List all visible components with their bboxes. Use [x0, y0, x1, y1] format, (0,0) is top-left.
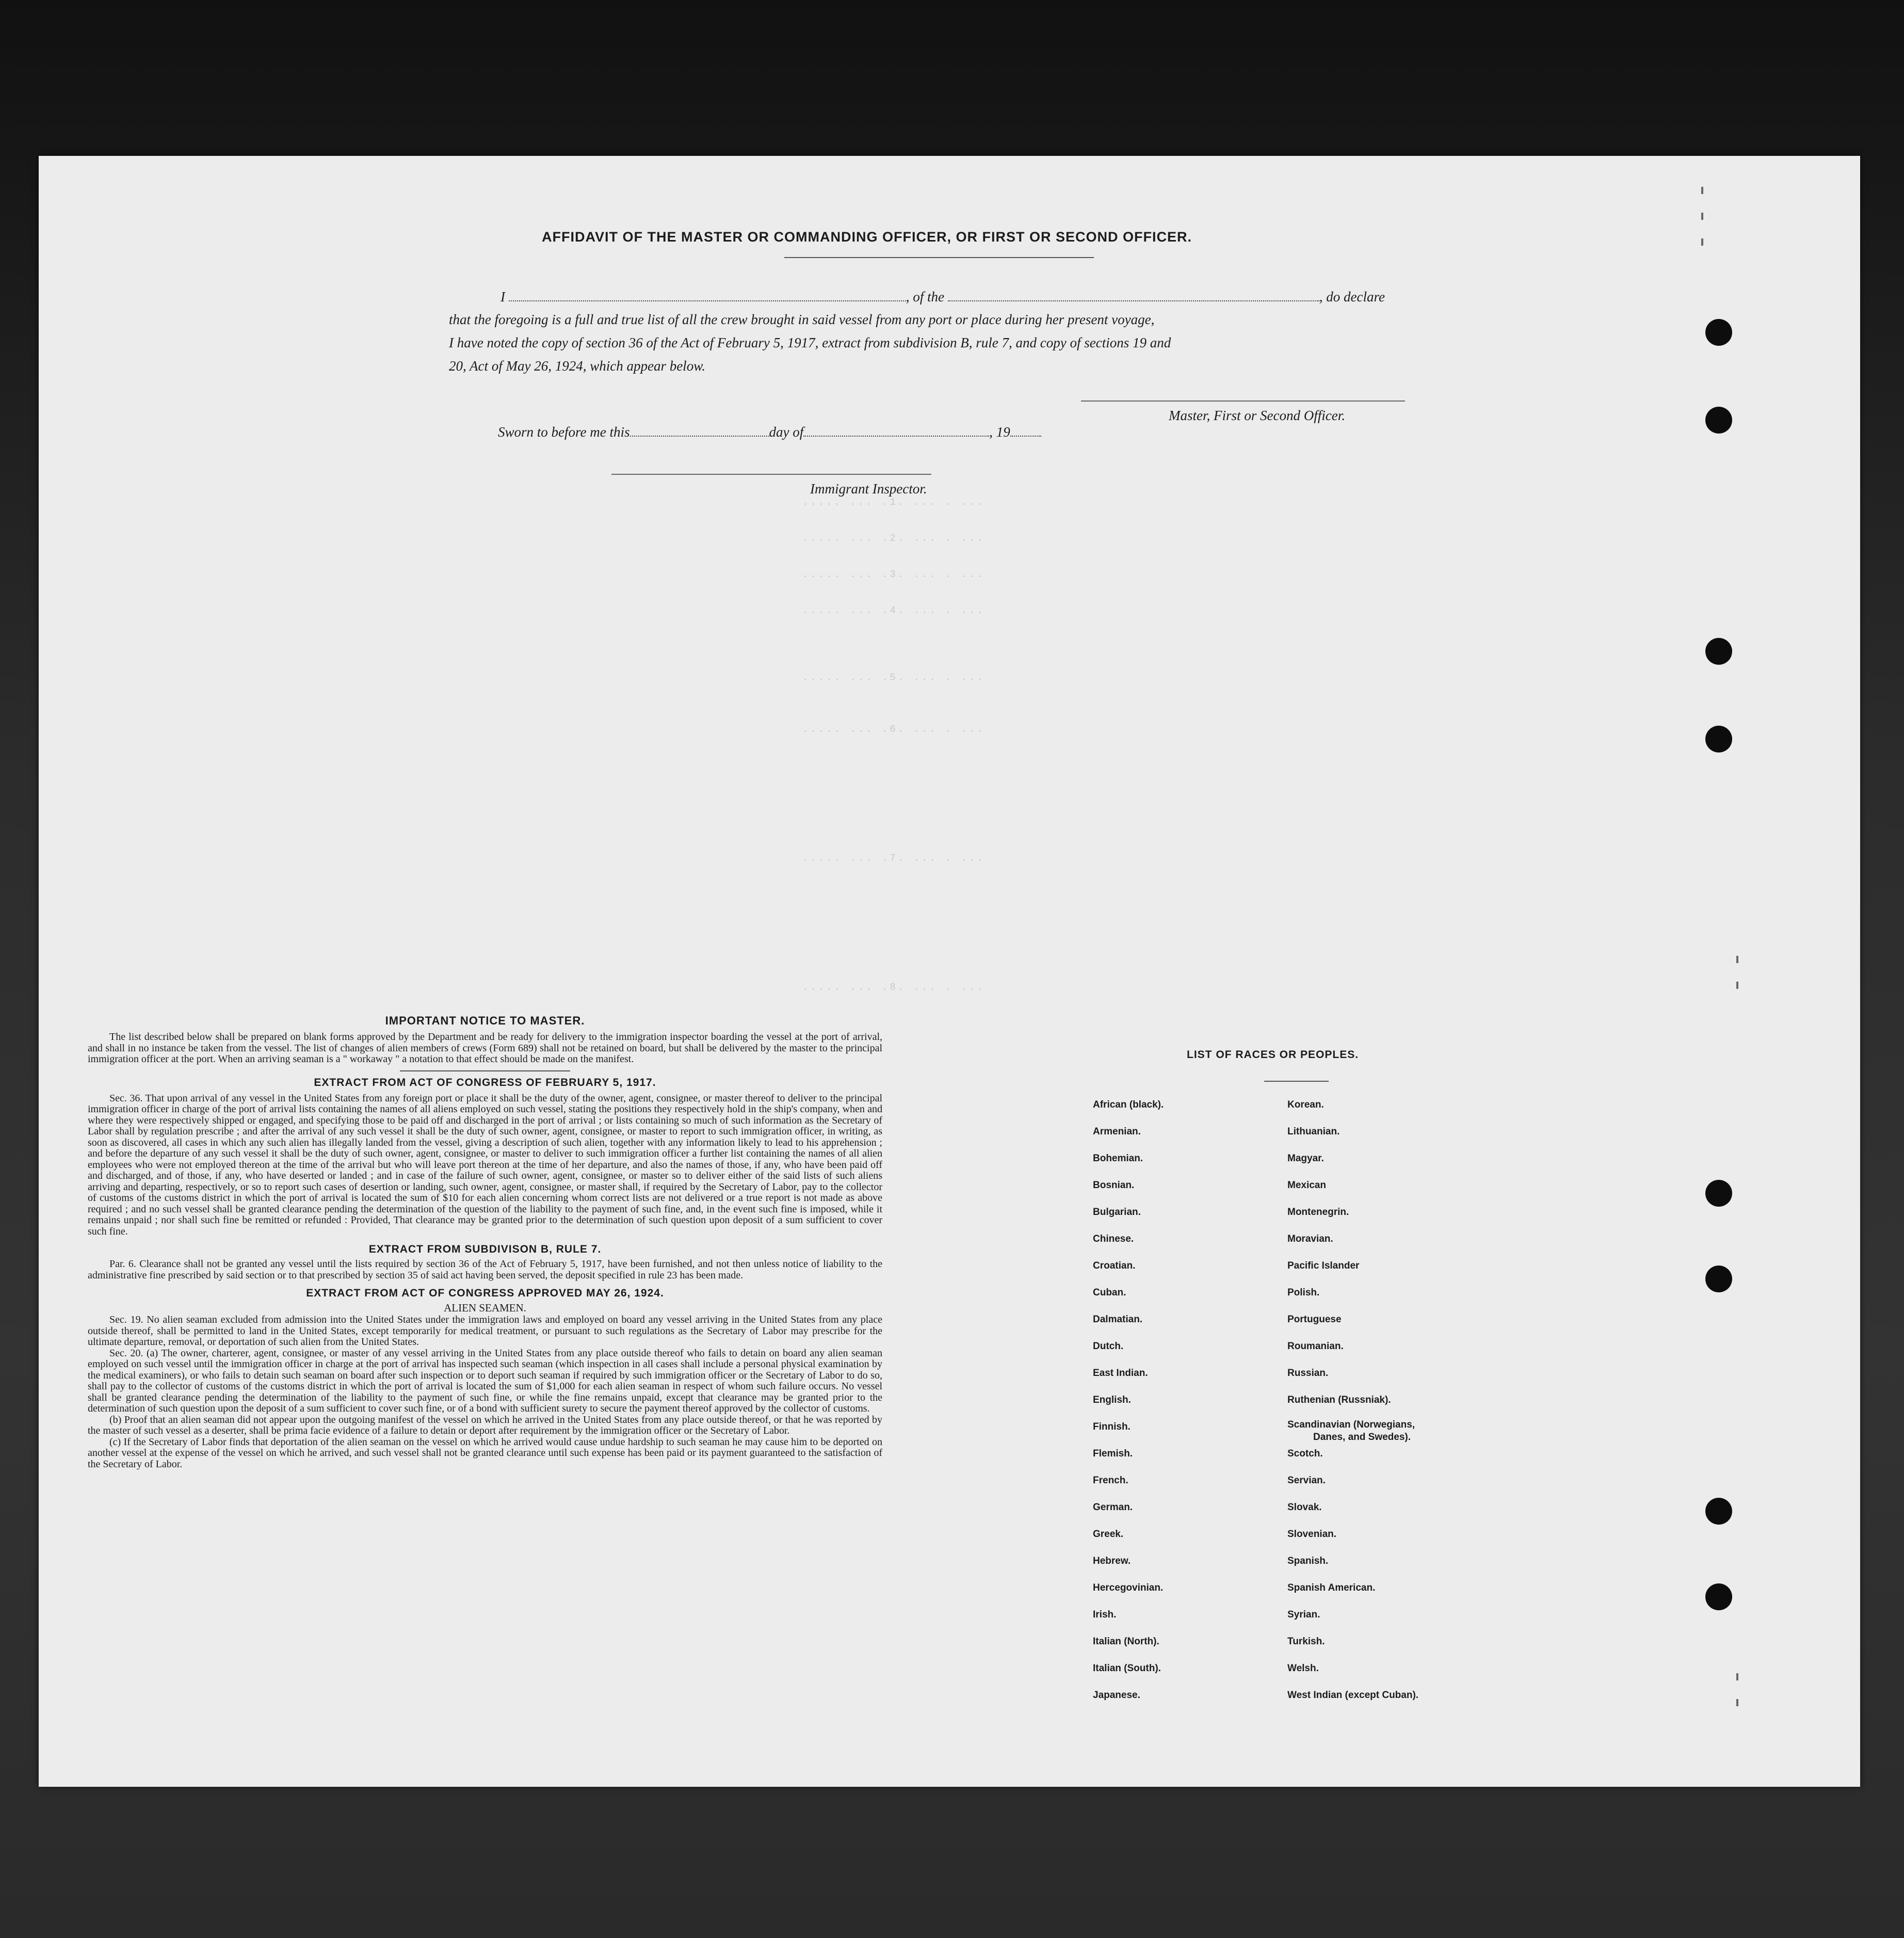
- punch-hole: [1705, 1498, 1732, 1525]
- vessel-name-blank[interactable]: [948, 289, 1319, 301]
- race-item: Pacific Islander: [1287, 1260, 1360, 1271]
- sworn-prefix: Sworn to before me this: [498, 424, 630, 440]
- race-item: Turkish.: [1287, 1636, 1325, 1647]
- sec-20b-text: (b) Proof that an alien seaman did not appear upon the outgoing manifest of the vessel on which he arrived in the United States from any place outside thereof, or that he was reported by the master of such vessel as a deserter, shall be prima facie evidence of a failure to detain or deport after requirement by the immigration officer or the Secretary of Labor.: [88, 1414, 882, 1436]
- race-item: Bosnian.: [1093, 1180, 1135, 1191]
- race-item: Servian.: [1287, 1475, 1326, 1486]
- punch-hole: [1705, 638, 1732, 665]
- extract-1917-text: Sec. 36. That upon arrival of any vessel in the United States from any foreign port or place it shall be the duty of the owner, agent, consignee, or master thereof to deliver to the principal immigration officer in charge of the port of arrival lists containing the names of all aliens employed on such vessel, stating the positions they respectively hold in the ship's company, when and where they were respectively shipped or engaged, and specifying those to be paid off and discharged in the port of arrival ; or lists containing so much of such information as the Secretary of Labor shall by regulation prescribe ; and after the arrival of any such vessel it shall be the duty of such owner, agent, consignee, or master to report to such immigration officer, in writing, as soon as discovered, all cases in which any such alien has illegally landed from the vessel, giving a description of such alien, together with any information likely to lead to his apprehension ; and before the departure of any such vessel it shall be the duty of such owner, agent, consignee, or master to deliver to such immigration officer a further list containing the names of all alien employees who were not employed thereon at the time of the arrival but who will leave port thereon at the time of her departure, and also the names of those, if any, who have been paid off and discharged, and of those, if any, who have deserted or landed ; and in case of the failure of such owner, agent, consignee, or master so to deliver either of the said lists of such aliens arriving and departing, respectively, or so to report such cases of desertion or landing, such owner, agent, consignee, or master shall, if required by the Secretary of Labor, pay to the collector of customs of the customs district in which the port of arrival is located the sum of $10 for each alien concerning whom correct lists are not delivered or a true report is not made as above required ; and no such vessel shall be granted clearance pending the determination of the question of the liability to the payment of such fine, and, in the event such fine is imposed, while it remains unpaid ; nor shall such fine be remitted or refunded : Provided, That clearance may be granted prior to the determination of such question upon deposit of a sum sufficient to cover such fine.: [88, 1092, 882, 1237]
- race-item: Russian.: [1287, 1368, 1329, 1379]
- race-item: Roumanian.: [1287, 1341, 1344, 1352]
- declarant-pronoun: I: [501, 289, 505, 305]
- race-item: Japanese.: [1093, 1690, 1140, 1701]
- section-divider: [400, 1070, 570, 1071]
- edge-mark: [1736, 1673, 1738, 1680]
- race-item: Spanish American.: [1287, 1582, 1376, 1593]
- affidavit-line-1: [501, 289, 1385, 305]
- bleed-row: ..... ... .6. ... . ...: [802, 724, 986, 735]
- race-item: Polish.: [1287, 1287, 1320, 1298]
- race-item: Mexican: [1287, 1180, 1326, 1191]
- race-item: Hebrew.: [1093, 1556, 1131, 1566]
- race-item: Bulgarian.: [1093, 1207, 1141, 1218]
- race-item: Syrian.: [1287, 1609, 1320, 1620]
- bleed-row: ..... ... .3. ... . ...: [802, 569, 986, 580]
- edge-mark: [1736, 1699, 1738, 1706]
- edge-mark: [1701, 238, 1703, 246]
- sworn-line: [498, 424, 1041, 440]
- punch-hole: [1705, 319, 1732, 346]
- race-item-continuation: Danes, and Swedes).: [1313, 1432, 1411, 1443]
- sworn-month-blank[interactable]: [803, 424, 989, 437]
- race-item: Italian (North).: [1093, 1636, 1159, 1647]
- race-item: Armenian.: [1093, 1126, 1141, 1137]
- race-item: French.: [1093, 1475, 1128, 1486]
- races-heading: LIST OF RACES OR PEOPLES.: [1187, 1049, 1359, 1061]
- punch-hole: [1705, 1583, 1732, 1610]
- race-item: Portuguese: [1287, 1314, 1342, 1325]
- race-item: Finnish.: [1093, 1421, 1131, 1432]
- affidavit-line-4: 20, Act of May 26, 1924, which appear below.: [449, 358, 705, 374]
- race-item: Dalmatian.: [1093, 1314, 1143, 1325]
- race-item: Bohemian.: [1093, 1153, 1143, 1164]
- race-item: Hercegovinian.: [1093, 1582, 1164, 1593]
- inspector-label: Immigrant Inspector.: [810, 481, 927, 496]
- bleed-row: ..... ... .4. ... . ...: [802, 605, 986, 616]
- notice-text: The list described below shall be prepared on blank forms approved by the Department and be ready for delivery to the immigration inspector boarding the vessel at the port of arrival, and shall in no instance be taken from the vessel. The list of changes of alien members of crews (Form 689) shall not be retained on board, but shall be delivered by the master to the principal immigration officer at the port. When an arriving seaman is a " workaway " a notation to that effect should be made on the manifest.: [88, 1031, 882, 1065]
- race-item: Flemish.: [1093, 1448, 1133, 1459]
- edge-mark: [1701, 187, 1703, 194]
- extract-1924-heading: EXTRACT FROM ACT OF CONGRESS APPROVED MAY 26, 1924.: [306, 1287, 664, 1299]
- race-item: Irish.: [1093, 1609, 1117, 1620]
- bleed-row: ..... ... .1. ... . ...: [802, 496, 986, 508]
- alien-seamen-subheading: ALIEN SEAMEN.: [444, 1302, 526, 1314]
- race-item: Moravian.: [1287, 1234, 1333, 1244]
- bleed-row: ..... ... .8. ... . ...: [802, 982, 986, 993]
- race-item: West Indian (except Cuban).: [1287, 1690, 1419, 1701]
- race-item: Croatian.: [1093, 1260, 1136, 1271]
- sworn-year-blank[interactable]: [1010, 424, 1041, 437]
- sworn-year-label: , 19: [989, 424, 1010, 440]
- legal-text-column: [88, 1014, 882, 1470]
- race-item: Slovak.: [1287, 1502, 1322, 1513]
- declarant-name-blank[interactable]: [509, 289, 906, 301]
- race-item: Greek.: [1093, 1529, 1124, 1540]
- race-item: Ruthenian (Russniak).: [1287, 1395, 1391, 1405]
- extract-1917-heading: EXTRACT FROM ACT OF CONGRESS OF FEBRUARY 5, 1917.: [314, 1076, 656, 1088]
- punch-hole: [1705, 407, 1732, 434]
- race-item: African (black).: [1093, 1099, 1164, 1110]
- extract-rule7-text: Par. 6. Clearance shall not be granted any vessel until the lists required by section 36 of the Act of February 5, 1917, have been furnished, and not then unless notice of liability to the administrative fine prescribed by said section or to that prescribed by section 35 of said act having been served, the deposit specified in rule 23 has been made.: [88, 1258, 882, 1281]
- race-item: Spanish.: [1287, 1556, 1329, 1566]
- of-the-label: , of the: [906, 289, 944, 305]
- race-item: Korean.: [1287, 1099, 1324, 1110]
- punch-hole: [1705, 726, 1732, 752]
- edge-mark: [1736, 982, 1738, 989]
- punch-hole: [1705, 1180, 1732, 1207]
- title-underline: [784, 257, 1094, 258]
- race-item: German.: [1093, 1502, 1133, 1513]
- inspector-signature-line[interactable]: [611, 474, 931, 475]
- sworn-day-label: day of: [769, 424, 804, 440]
- sec-20c-text: (c) If the Secretary of Labor finds that deportation of the alien seaman on the vessel on which he arrived would cause undue hardship to such seaman he may cause him to be deported on another vessel at the expense of the vessel on which he arrived, and such vessel shall not be granted clearance until such expense has been paid or its payment guaranteed to the satisfaction of the Secretary of Labor.: [88, 1436, 882, 1470]
- extract-rule7-heading: EXTRACT FROM SUBDIVISON B, RULE 7.: [368, 1243, 602, 1255]
- race-item: Italian (South).: [1093, 1663, 1161, 1674]
- race-item: Magyar.: [1287, 1153, 1324, 1164]
- edge-mark: [1736, 956, 1738, 963]
- affidavit-title: AFFIDAVIT OF THE MASTER OR COMMANDING OFFICER, OR FIRST OR SECOND OFFICER.: [542, 229, 1192, 245]
- document-page: [39, 156, 1860, 1787]
- race-item: East Indian.: [1093, 1368, 1148, 1379]
- race-item: Dutch.: [1093, 1341, 1124, 1352]
- race-item: Montenegrin.: [1287, 1207, 1349, 1218]
- race-item: Lithuanian.: [1287, 1126, 1340, 1137]
- master-signature-label: Master, First or Second Officer.: [1169, 408, 1345, 423]
- race-item: Scandinavian (Norwegians,: [1287, 1419, 1415, 1430]
- race-item: English.: [1093, 1395, 1131, 1405]
- edge-mark: [1701, 213, 1703, 220]
- race-item: Welsh.: [1287, 1663, 1319, 1674]
- affidavit-line-3: I have noted the copy of section 36 of the Act of February 5, 1917, extract from subdivision B, rule 7, and copy of sections 19 and: [449, 335, 1171, 350]
- race-item: Slovenian.: [1287, 1529, 1337, 1540]
- sec-20a-text: Sec. 20. (a) The owner, charterer, agent, consignee, or master of any vessel arriving in the United States from any place outside thereof who fails to detain on board any alien seaman employed on such vessel until the immigration officer in charge at the port of arrival has inspected such seaman (which inspection in all cases shall include a personal physical examination by the medical examiners), or who fails to detain such seaman on board after such inspection or to deport such seaman if required by such immigration officer or the Secretary of Labor to do so, shall pay to the collector of customs of the customs district in which the port of arrival is located the sum of $1,000 for each alien seaman in respect of whom such failure occurs. No vessel shall be granted clearance pending the determination of the liability to the payment of such fine, or while the fine remains unpaid, except that clearance may be granted prior to the determination of such question upon the deposit of a sum sufficient to cover such fine, or of a bond with sufficient surety to secure the payment thereof approved by the collector of customs.: [88, 1347, 882, 1414]
- punch-hole: [1705, 1266, 1732, 1292]
- bleed-row: ..... ... .7. ... . ...: [802, 853, 986, 864]
- master-signature-line[interactable]: [1081, 401, 1405, 402]
- race-item: Cuban.: [1093, 1287, 1126, 1298]
- sworn-day-blank[interactable]: [630, 424, 769, 437]
- affidavit-line-2: that the foregoing is a full and true list of all the crew brought in said vessel from any port or place during her present voyage,: [449, 312, 1155, 327]
- bleed-row: ..... ... .5. ... . ...: [802, 672, 986, 683]
- sec-19-text: Sec. 19. No alien seaman excluded from admission into the United States under the immigration laws and employed on board any vessel arriving in the United States from any place outside thereof, shall be permitted to land in the United States, except temporarily for medical treatment, or pursuant to such regulations as the Secretary of Labor may prescribe for the ultimate departure, removal, or deportation of such alien from the United States.: [88, 1314, 882, 1348]
- notice-heading: IMPORTANT NOTICE TO MASTER.: [385, 1014, 585, 1027]
- bleed-row: ..... ... .2. ... . ...: [802, 533, 986, 544]
- race-item: Chinese.: [1093, 1234, 1134, 1244]
- races-underline: [1264, 1081, 1329, 1082]
- race-item: Scotch.: [1287, 1448, 1323, 1459]
- do-declare-label: , do declare: [1319, 289, 1385, 305]
